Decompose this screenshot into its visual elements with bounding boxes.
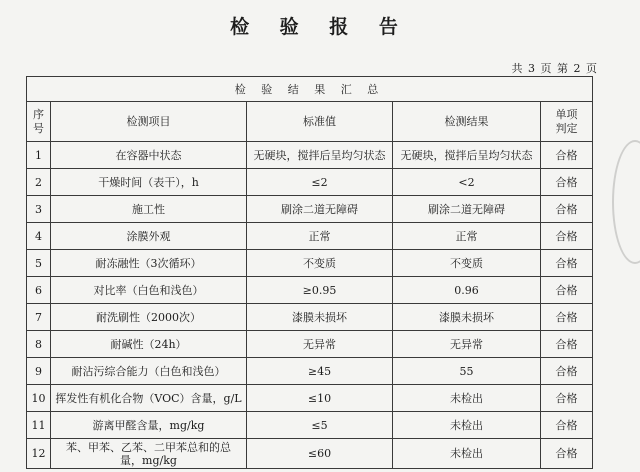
row-item: 施工性: [51, 196, 247, 223]
row-standard: ≥0.95: [247, 277, 393, 304]
row-no: 3: [27, 196, 51, 223]
table-row: [27, 196, 593, 223]
row-verdict: 合格: [541, 358, 593, 385]
row-item: 耐沾污综合能力（白色和浅色）: [51, 358, 247, 385]
row-standard: ≥45: [247, 358, 393, 385]
row-verdict: 合格: [541, 250, 593, 277]
row-result: 漆膜未损坏: [393, 304, 541, 331]
page-counter: 共 3 页 第 2 页: [511, 62, 598, 75]
row-result: 未检出: [393, 439, 541, 469]
row-standard: 无异常: [247, 331, 393, 358]
row-no: 4: [27, 223, 51, 250]
row-no: 1: [27, 142, 51, 169]
row-item: [51, 439, 247, 469]
row-verdict: 合格: [541, 304, 593, 331]
row-result: 无异常: [393, 331, 541, 358]
row-no: 11: [27, 412, 51, 439]
table-row: [27, 250, 593, 277]
row-item: 耐碱性（24h）: [51, 331, 247, 358]
row-result: 未检出: [393, 385, 541, 412]
row-standard: ≤60: [247, 439, 393, 469]
row-item: 游离甲醛含量，mg/kg: [51, 412, 247, 439]
row-verdict: 合格: [541, 439, 593, 469]
row-no: 5: [27, 250, 51, 277]
row-verdict: 合格: [541, 385, 593, 412]
row-verdict: 合格: [541, 223, 593, 250]
summary-title: 检 验 结 果 汇 总: [27, 77, 593, 102]
row-item: 对比率（白色和浅色）: [51, 277, 247, 304]
row-item: 涂膜外观: [51, 223, 247, 250]
row-result: <2: [393, 169, 541, 196]
row-result: 0.96: [393, 277, 541, 304]
row-item: 耐冻融性（3次循环）: [51, 250, 247, 277]
table-row: [27, 169, 593, 196]
row-result: 未检出: [393, 412, 541, 439]
header-item: 检测项目: [51, 102, 247, 142]
header-no-line1: 序: [33, 107, 44, 121]
row-no: 10: [27, 385, 51, 412]
table-row: [27, 439, 593, 469]
table-row: [27, 223, 593, 250]
row-item: 耐洗刷性（2000次）: [51, 304, 247, 331]
table-row: [27, 331, 593, 358]
row-no: 7: [27, 304, 51, 331]
row-verdict: 合格: [541, 142, 593, 169]
row-verdict: 合格: [541, 277, 593, 304]
table-row: [27, 304, 593, 331]
row-no: 8: [27, 331, 51, 358]
row-result: 55: [393, 358, 541, 385]
table-header-row: [27, 102, 593, 142]
table-row: [27, 385, 593, 412]
row-standard: 刷涂二道无障碍: [247, 196, 393, 223]
row-verdict: 合格: [541, 196, 593, 223]
row-standard: ≤5: [247, 412, 393, 439]
row-no: 9: [27, 358, 51, 385]
row-standard: 正常: [247, 223, 393, 250]
row-standard: 无硬块，搅拌后呈均匀状态: [247, 142, 393, 169]
row-result: 不变质: [393, 250, 541, 277]
header-no-line2: 号: [33, 121, 44, 135]
row-item-line2: 量，mg/kg: [120, 453, 177, 467]
row-result: 刷涂二道无障碍: [393, 196, 541, 223]
table-row: [27, 142, 593, 169]
header-standard: 标准值: [247, 102, 393, 142]
seal-stamp: [612, 140, 640, 264]
row-item-line1: 苯、甲苯、乙苯、二甲苯总和的总: [66, 440, 231, 454]
row-result: 无硬块，搅拌后呈均匀状态: [393, 142, 541, 169]
row-result: 正常: [393, 223, 541, 250]
row-standard: 不变质: [247, 250, 393, 277]
row-item: 在容器中状态: [51, 142, 247, 169]
header-verdict: [541, 102, 593, 142]
row-standard: 漆膜未损坏: [247, 304, 393, 331]
header-no: [27, 102, 51, 142]
table-row: [27, 277, 593, 304]
header-verdict-line1: 单项: [555, 107, 578, 121]
row-item: 干燥时间（表干），h: [51, 169, 247, 196]
page-title: 检 验 报 告: [230, 16, 410, 38]
row-standard: ≤2: [247, 169, 393, 196]
row-no: 2: [27, 169, 51, 196]
header-result: 检测结果: [393, 102, 541, 142]
row-standard: ≤10: [247, 385, 393, 412]
table-row: [27, 358, 593, 385]
results-table: [26, 76, 593, 469]
row-verdict: 合格: [541, 331, 593, 358]
row-verdict: 合格: [541, 412, 593, 439]
summary-title-row: [27, 77, 593, 102]
row-verdict: 合格: [541, 169, 593, 196]
row-no: 12: [27, 439, 51, 469]
table-row: [27, 412, 593, 439]
row-no: 6: [27, 277, 51, 304]
row-item: 挥发性有机化合物（VOC）含量，g/L: [51, 385, 247, 412]
header-verdict-line2: 判定: [555, 121, 578, 135]
